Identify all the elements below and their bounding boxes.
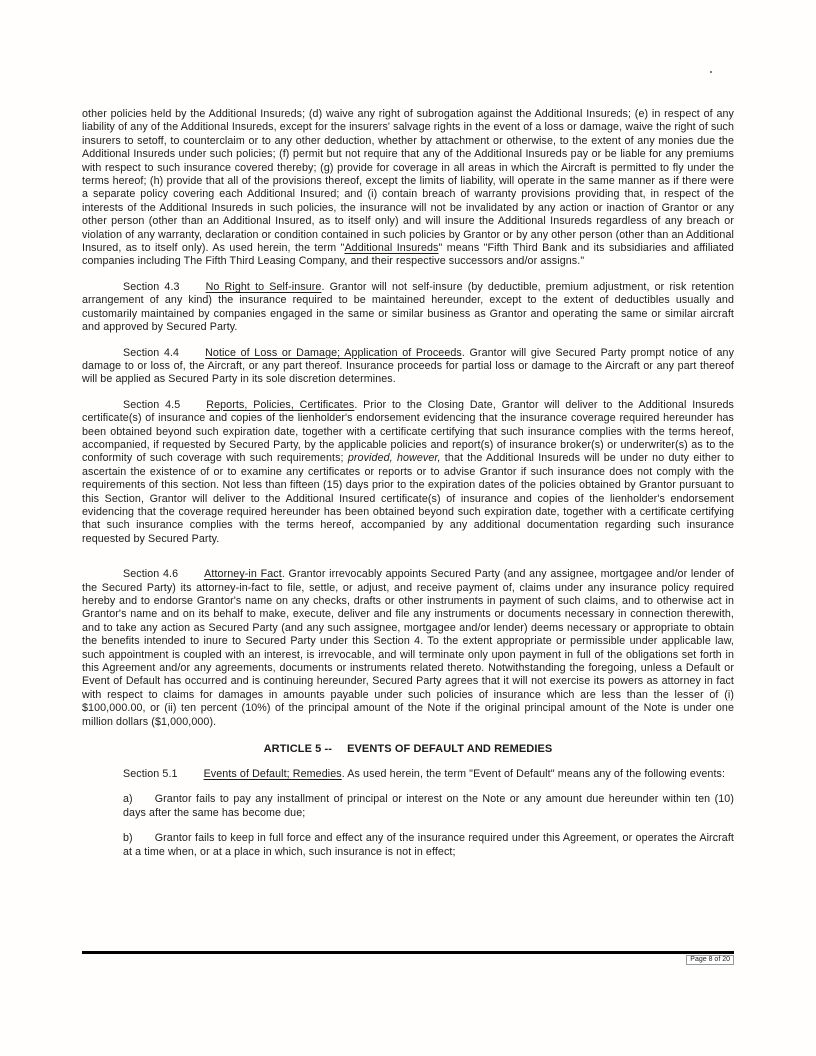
clause-label: b) xyxy=(123,832,133,845)
section-body: . As used herein, the term "Event of Default" means any of the following events: xyxy=(341,768,726,781)
clause-a xyxy=(123,793,734,820)
section-body: . Prior to the Closing Date, Grantor will deliver to the Additional Insureds certificate(s) of insurance and copies of the lienholder's endorsement evidencing that the insurance coverage required hereunder has been obtained beyond such expiration date, together with a certificate certifying that such insurance complies with the terms hereof, accompanied, if requested by Secured Party, by the applicable policies and report(s) of insurance broker(s) or underwriter(s) as to the conformity of such coverage with such requirements; xyxy=(82,398,734,465)
section-number: Section 4.5 xyxy=(123,398,181,411)
section-heading: Notice of Loss or Damage; Application of Proceeds xyxy=(205,346,462,359)
page-content xyxy=(82,108,734,859)
section-body: . Grantor will not self-insure (by deductible, premium adjustment, or risk retention arrangement of any kind) the insurance required to be maintained hereunder, except to the extent of deductibles usually and customarily maintained by companies engaged in the same or similar business as Grantor and operating the same or similar aircraft and approved by Secured Party. xyxy=(82,280,734,334)
clause-text: Grantor fails to pay any installment of principal or interest on the Note or any amount due hereunder within ten (10) days after the same has become due; xyxy=(123,793,734,819)
italic-proviso: provided, however, xyxy=(347,452,441,465)
paragraph-text: " means "Fifth Third Bank and its subsidiaries and affiliated companies including The Fifth Third Leasing Company, and their respective successors and/or assigns." xyxy=(82,242,734,268)
section-number: Section 5.1 xyxy=(123,768,178,781)
section-body: . Grantor will give Secured Party prompt notice of any damage to or loss of, the Aircraft, or any part thereof. Insurance proceeds for partial loss or damage to the Aircraft or any part thereof will be applied as Secured Party in its sole discretion determines. xyxy=(82,346,735,386)
section-4-3 xyxy=(82,281,734,335)
clause-b xyxy=(123,832,734,859)
section-heading: No Right to Self-insure xyxy=(205,280,322,293)
section-number: Section 4.3 xyxy=(123,280,180,293)
section-body: . Grantor irrevocably appoints Secured Party (and any assignee, mortgagee and/or lender of the Secured Party) its attorney-in-fact to file, settle, or adjust, and receive payment of, claims under any insurance policy required hereby and to endorse Grantor's name on any checks, drafts or other instruments in payment of such claims, and to otherwise act in Grantor's name and on its behalf to make, execute, deliver and file any instruments or documents necessary in connection therewith, and to take any action as Secured Party (and any such assignee, mortgagee and/or lender) deems necessary or appropriate to obtain the benefits intended to inure to Secured Party under this Section 4. To the extent appropriate or permissible under applicable law, such appointment is coupled with an interest, is irrevocable, and will terminate only upon payment in full of the obligations set forth in this Agreement and/or any agreements, documents or instruments related thereto. Notwithstanding the foregoing, unless a Default or Event of Default has occurred and is continuing hereunder, Secured Party agrees that it will not exercise its powers as attorney in fact with respect to claims for damages in amounts payable under such policies of insurance which are less than the lesser of (i) $100,000.00, or (ii) ten percent (10%) of the principal amount of the Note if the original principal amount of the Note is under one million dollars ($1,000,000). xyxy=(82,568,734,728)
footer-rule xyxy=(82,951,734,954)
continuation-paragraph xyxy=(82,108,734,269)
page-number-label: Page 8 of 20 xyxy=(686,955,734,965)
section-body: that the Additional Insureds will be under no duty either to ascertain the existence of or to examine any certificates or reports or to advise Grantor if such insurance does not comply with the requirements of this section. Not less than fifteen (15) days prior to the expiration dates of the policies obtained by Grantor pursuant to this Section, Grantor will deliver to the Additional Insured certificate(s) of insurance and copies of the lienholder's endorsement evidencing that the coverage required hereunder has been obtained beyond such expiration date, together with a certificate certifying that such insurance complies with the terms hereof, accompanied by any additional documentation regarding such insurance requested by Secured Party. xyxy=(82,452,735,545)
section-number: Section 4.4 xyxy=(123,346,180,359)
section-heading: Events of Default; Remedies xyxy=(203,768,342,781)
article-label: ARTICLE 5 -- xyxy=(263,743,333,756)
scan-artifact-dot xyxy=(710,71,712,73)
page-number xyxy=(82,955,734,965)
paragraph-text: other policies held by the Additional Insureds; (d) waive any right of subrogation against the Additional Insureds; (e) in respect of any liability of any of the Additional Insureds, except for the insurers' salvage rights in the event of a loss or damage, waive the right of such insurers to setoff, to counterclaim or to any other deduction, whether by attachment or otherwise, to the extent of any monies due the Additional Insureds under such policies; (f) permit but not require that any of the Additional Insureds pay or be liable for any premiums with respect to such insurance covered thereby; (g) provide for coverage in all areas in which the Aircraft is permitted to fly under the terms hereof; (h) provide that all of the provisions thereof, except the limits of liability, will operate in the same manner as if there were a separate policy covering each Additional Insured; and (i) contain breach of warranty provisions providing that, in respect of the interests of the Additional Insureds in such policies, the insurance will not be invalidated by any action or inaction of Grantor or any other person (other than an Additional Insured, as to itself only) and will insure the Additional Insureds regardless of any breach or violation of any warranty, declaration or condition contained in such policies by Grantor or by any other person (other than an Additional Insured, as to itself only). As used herein, the term " xyxy=(82,108,734,255)
section-heading: Reports, Policies, Certificates xyxy=(206,398,355,411)
clause-text: Grantor fails to keep in full force and effect any of the insurance required under this Agreement, or operates the Aircraft at a time when, or at a place in which, such insurance is not in effect; xyxy=(123,832,734,858)
section-5-1 xyxy=(82,768,734,781)
defined-term-additional-insureds: Additional Insureds xyxy=(344,242,439,255)
section-heading: Attorney-in Fact xyxy=(204,568,282,581)
article-title: EVENTS OF DEFAULT AND REMEDIES xyxy=(347,743,553,756)
page-footer xyxy=(82,951,734,965)
section-number: Section 4.6 xyxy=(123,568,179,581)
section-4-6 xyxy=(82,568,734,729)
article-5-heading xyxy=(82,742,734,756)
clause-label: a) xyxy=(123,793,133,806)
section-4-5 xyxy=(82,399,734,546)
section-4-4 xyxy=(82,347,734,387)
